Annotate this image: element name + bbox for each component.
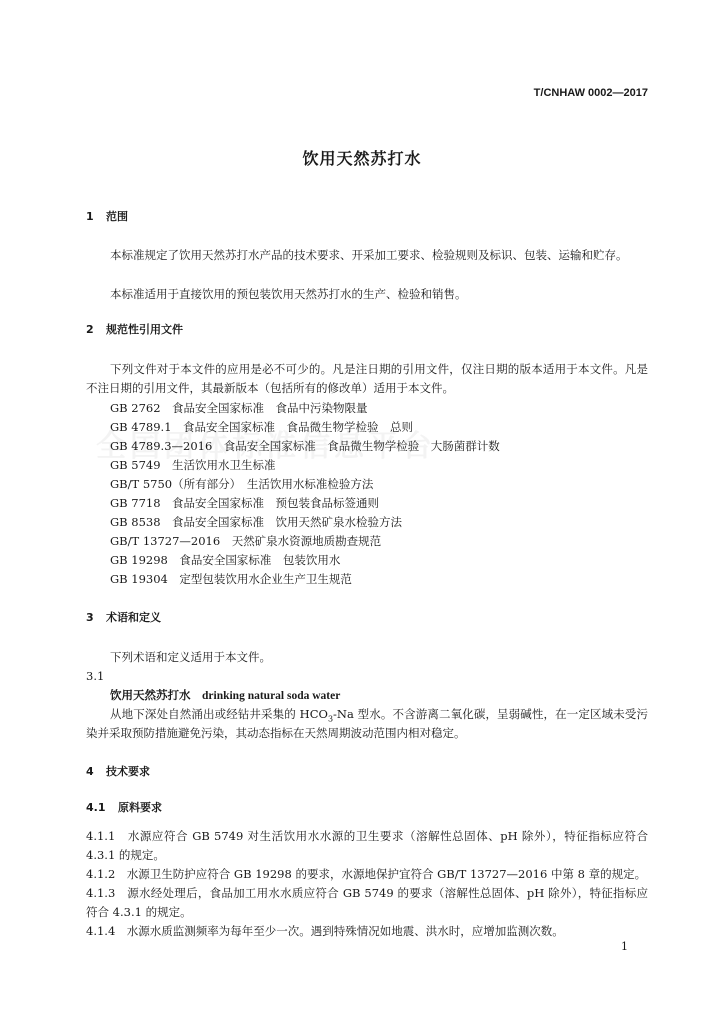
- clause-text: 水源水质监测频率为每年至少一次。遇到特殊情况如地震、洪水时，应增加监测次数。: [126, 924, 564, 938]
- clause-4-1-2: [86, 865, 648, 884]
- section-title: 规范性引用文件: [106, 323, 183, 336]
- reference-item: GB 19304 定型包装饮用水企业生产卫生规范: [110, 572, 352, 586]
- section-2-intro: 下列文件对于本文件的应用是必不可少的。凡是注日期的引用文件，仅注日期的版本适用于本文件。凡是不注日期的引用文件，其最新版本（包括所有的修改单）适用于本文件。: [86, 362, 648, 395]
- section-number: 2: [86, 323, 94, 336]
- definition-part-b: -Na 型水。不含游离二氧化碳，呈弱碱性，在一定区域未受污染并采取预防措施避免污染，其动态指标在天然周期波动范围内相对稳定。: [86, 707, 648, 740]
- clause-number: 4.1.3: [86, 886, 116, 900]
- section-1-paragraph-1: 本标准规定了饮用天然苏打水产品的技术要求、开采加工要求、检验规则及标识、包装、运输和贮存。: [110, 248, 628, 262]
- reference-item: GB 19298 食品安全国家标准 包装饮用水: [110, 553, 341, 567]
- clause-4-1-4: [86, 922, 648, 941]
- term-chinese: 饮用天然苏打水: [110, 688, 191, 702]
- clause-text: 水源卫生防护应符合 GB 19298 的要求，水源地保护宜符合 GB/T 13727—2016 中第 8 章的规定。: [126, 867, 647, 881]
- clause-number: 4.1.1: [86, 829, 116, 843]
- subsection-4-1-heading: [86, 800, 162, 816]
- section-title: 范围: [106, 210, 128, 223]
- section-2-heading: [86, 322, 183, 338]
- clause-4-1-1: [86, 827, 648, 865]
- clause-number: 3.1: [86, 669, 105, 683]
- document-title: 饮用天然苏打水: [302, 149, 422, 168]
- standard-number: T/CNHAW 0002—2017: [533, 87, 648, 99]
- clause-number: 4.1.2: [86, 867, 116, 881]
- term-line: [86, 686, 648, 706]
- section-title: 术语和定义: [106, 611, 161, 624]
- clause-4-1-3: [86, 884, 648, 922]
- definition-part-a: 从地下深处自然涌出或经钻井采集的 HCO: [110, 707, 328, 721]
- section-title: 技术要求: [106, 765, 150, 778]
- reference-item: GB 4789.1 食品安全国家标准 食品微生物学检验 总则: [110, 420, 414, 434]
- term-english: drinking natural soda water: [202, 690, 341, 702]
- subsection-number: 4.1: [86, 801, 106, 814]
- reference-item: GB 5749 生活饮用水卫生标准: [110, 458, 276, 472]
- clause-number: 4.1.4: [86, 924, 116, 938]
- section-1-heading: [86, 209, 128, 225]
- reference-item: GB/T 5750（所有部分） 生活饮用水标准检验方法: [110, 477, 374, 491]
- reference-item: GB 2762 食品安全国家标准 食品中污染物限量: [110, 401, 368, 415]
- reference-item: GB 7718 食品安全国家标准 预包装食品标签通则: [110, 496, 380, 510]
- section-3-heading: [86, 610, 161, 626]
- clause-text: 源水经处理后，食品加工用水水质应符合 GB 5749 的要求（溶解性总固体、pH 除外），特征指标应符合 4.3.1 的规定。: [86, 886, 648, 919]
- term-definition: [86, 705, 648, 743]
- section-3-intro: 下列术语和定义适用于本文件。: [110, 650, 271, 664]
- clause-text: 水源应符合 GB 5749 对生活饮用水水源的卫生要求（溶解性总固体、pH 除外），特征指标应符合 4.3.1 的规定。: [86, 829, 648, 862]
- section-4-heading: [86, 764, 150, 780]
- page-number: 1: [621, 940, 628, 953]
- reference-item: GB/T 13727—2016 天然矿泉水资源地质勘查规范: [110, 534, 382, 548]
- subsection-title: 原料要求: [118, 801, 162, 814]
- section-number: 3: [86, 611, 94, 624]
- section-number: 4: [86, 765, 94, 778]
- section-number: 1: [86, 210, 94, 223]
- reference-item: GB 8538 食品安全国家标准 饮用天然矿泉水检验方法: [110, 515, 403, 529]
- reference-item: GB 4789.3—2016 食品安全国家标准 食品微生物学检验 大肠菌群计数: [110, 439, 500, 453]
- section-1-paragraph-2: 本标准适用于直接饮用的预包装饮用天然苏打水的生产、检验和销售。: [110, 287, 467, 301]
- definition-subscript: 3: [327, 714, 334, 724]
